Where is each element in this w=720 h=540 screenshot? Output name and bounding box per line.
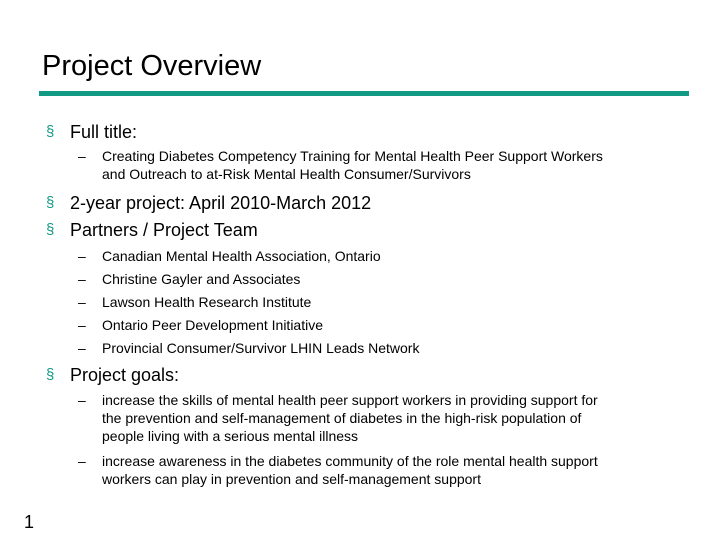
slide-title: Project Overview bbox=[42, 50, 262, 82]
goal-2-line-1: increase awareness in the diabetes community of the role mental health support bbox=[102, 453, 598, 469]
square-bullet-icon: § bbox=[46, 123, 55, 140]
partner-name: Christine Gayler and Associates bbox=[102, 271, 301, 287]
partners-heading: Partners / Project Team bbox=[70, 220, 258, 240]
goal-1-line-1: increase the skills of mental health peer support workers in providing support for bbox=[102, 392, 598, 408]
square-bullet-icon: § bbox=[46, 366, 55, 383]
dash-bullet-icon: – bbox=[78, 271, 86, 287]
full-title-line-2: and Outreach to at-Risk Mental Health Consumer/Survivors bbox=[102, 166, 471, 182]
dash-bullet-icon: – bbox=[78, 340, 86, 356]
partner-name: Provincial Consumer/Survivor LHIN Leads Network bbox=[102, 340, 420, 356]
goal-2-line-2: workers can play in prevention and self-management support bbox=[102, 471, 481, 487]
dash-bullet-icon: – bbox=[78, 317, 86, 333]
dash-bullet-icon: – bbox=[78, 294, 86, 310]
full-title-line-1: Creating Diabetes Competency Training for Mental Health Peer Support Workers bbox=[102, 148, 603, 164]
partner-name: Ontario Peer Development Initiative bbox=[102, 317, 323, 333]
goal-1-line-2: the prevention and self-management of diabetes in the high-risk population of bbox=[102, 410, 582, 426]
dash-bullet-icon: – bbox=[78, 392, 86, 408]
title-underline bbox=[39, 91, 689, 96]
full-title-label: Full title: bbox=[70, 122, 138, 142]
partner-name: Lawson Health Research Institute bbox=[102, 294, 312, 310]
square-bullet-icon: § bbox=[46, 194, 55, 211]
square-bullet-icon: § bbox=[46, 221, 55, 238]
slide-number: 1 bbox=[24, 512, 35, 532]
dash-bullet-icon: – bbox=[78, 453, 86, 469]
project-duration: 2-year project: April 2010-March 2012 bbox=[70, 193, 372, 213]
dash-bullet-icon: – bbox=[78, 148, 86, 164]
goal-1-line-3: people living with a serious mental illness bbox=[102, 428, 359, 444]
partner-name: Canadian Mental Health Association, Ontario bbox=[102, 248, 381, 264]
goals-heading: Project goals: bbox=[70, 365, 180, 385]
dash-bullet-icon: – bbox=[78, 248, 86, 264]
